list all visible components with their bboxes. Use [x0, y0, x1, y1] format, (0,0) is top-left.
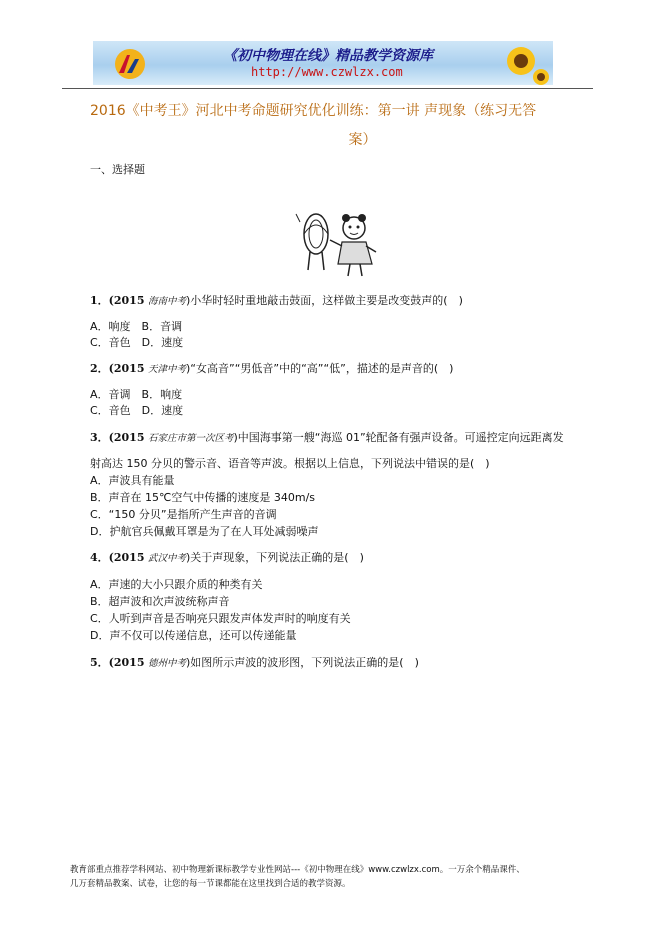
question-3: 3．(2015 石家庄市第一次区考)中国海事第一艘“海巡 01”轮配备有强声设备。可遥控定向远距离发	[90, 431, 564, 444]
question-3-option-c: C．“150 分贝”是指所产生声音的音调	[90, 508, 277, 521]
question-stem: )关于声现象，下列说法正确的是( )	[186, 551, 364, 564]
question-4-option-a: A．声速的大小只跟介质的种类有关	[90, 578, 263, 591]
banner-url[interactable]: http://www.czwlzx.com	[251, 65, 403, 79]
question-stem: )小华时轻时重地敲击鼓面，这样做主要是改变鼓声的( )	[186, 294, 463, 307]
section-heading: 一、选择题	[90, 163, 145, 176]
question-stem: )中国海事第一艘“海巡 01”轮配备有强声设备。可遥控定向远距离发	[233, 431, 564, 444]
question-number: 3	[90, 431, 98, 444]
header-rule	[62, 88, 593, 89]
question-stem: )如图所示声波的波形图，下列说法正确的是( )	[186, 656, 419, 669]
site-logo-icon	[113, 47, 147, 81]
question-source-year: (2015	[108, 656, 145, 669]
question-2-option-row-2: C．音色 D．速度	[90, 404, 184, 417]
question-2: 2．(2015 天津中考)“女高音”“男低音”中的“高”“低”，描述的是声音的( )	[90, 362, 454, 375]
question-number: 4	[90, 551, 98, 564]
question-3-stem-line2: 射高达 150 分贝的警示音、语音等声波。根据以上信息，下列说法中错误的是( )	[90, 457, 490, 470]
header-banner	[93, 41, 553, 85]
question-5: 5．(2015 德州中考)如图所示声波的波形图，下列说法正确的是( )	[90, 656, 419, 669]
question-source-place: 武汉中考	[147, 553, 186, 564]
question-3-option-d: D．护航官兵佩戴耳罩是为了在人耳处减弱噪声	[90, 525, 319, 538]
question-4: 4．(2015 武汉中考)关于声现象，下列说法正确的是( )	[90, 551, 364, 564]
question-source-year: (2015	[108, 431, 145, 444]
question-4-option-d: D．声不仅可以传递信息，还可以传递能量	[90, 629, 297, 642]
question-source-year: (2015	[108, 294, 145, 307]
question-stem: )“女高音”“男低音”中的“高”“低”，描述的是声音的( )	[186, 362, 454, 375]
footer-line-2: 几万套精品教案、试卷，让您的每一节课都能在这里找到合适的教学资源。	[70, 879, 351, 889]
banner-title: 《初中物理在线》精品教学资源库	[223, 48, 433, 64]
question-2-option-row-1: A．音调 B．响度	[90, 388, 183, 401]
question-1-option-row-2: C．音色 D．速度	[90, 336, 184, 349]
question-1-option-row-1: A．响度 B．音调	[90, 320, 183, 333]
question-number: 5	[90, 656, 98, 669]
question-source-year: (2015	[108, 362, 145, 375]
sunflower-icon	[491, 43, 549, 85]
question-source-place: 海南中考	[147, 296, 186, 307]
question-3-option-b: B．声音在 15℃空气中传播的速度是 340m/s	[90, 491, 316, 504]
question-4-option-c: C．人听到声音是否响亮只跟发声体发声时的响度有关	[90, 612, 351, 625]
page-footer	[70, 863, 610, 891]
question-3-option-a: A．声波具有能量	[90, 474, 175, 487]
question-1: 1．(2015 海南中考)小华时轻时重地敲击鼓面，这样做主要是改变鼓声的( )	[90, 294, 463, 307]
question-4-option-b: B．超声波和次声波统称声音	[90, 595, 230, 608]
question-number: 1	[90, 294, 98, 307]
question-source-place: 天津中考	[147, 364, 186, 375]
question-source-place: 石家庄市第一次区考	[147, 433, 234, 444]
footer-line-1: 教育部重点推荐学科网站、初中物理新课标教学专业性网站---《初中物理在线》www.czwlzx.com。一万余个精品课件、	[70, 865, 525, 875]
question-number: 2	[90, 362, 98, 375]
document-title-line1: 2016《中考王》河北中考命题研究优化训练：第一讲 声现象（练习无答	[90, 103, 537, 119]
drum-girl-illustration	[294, 208, 384, 278]
document-title-line2: 案）	[348, 132, 377, 148]
document-title	[90, 97, 595, 155]
question-source-year: (2015	[108, 551, 145, 564]
question-source-place: 德州中考	[147, 658, 186, 669]
